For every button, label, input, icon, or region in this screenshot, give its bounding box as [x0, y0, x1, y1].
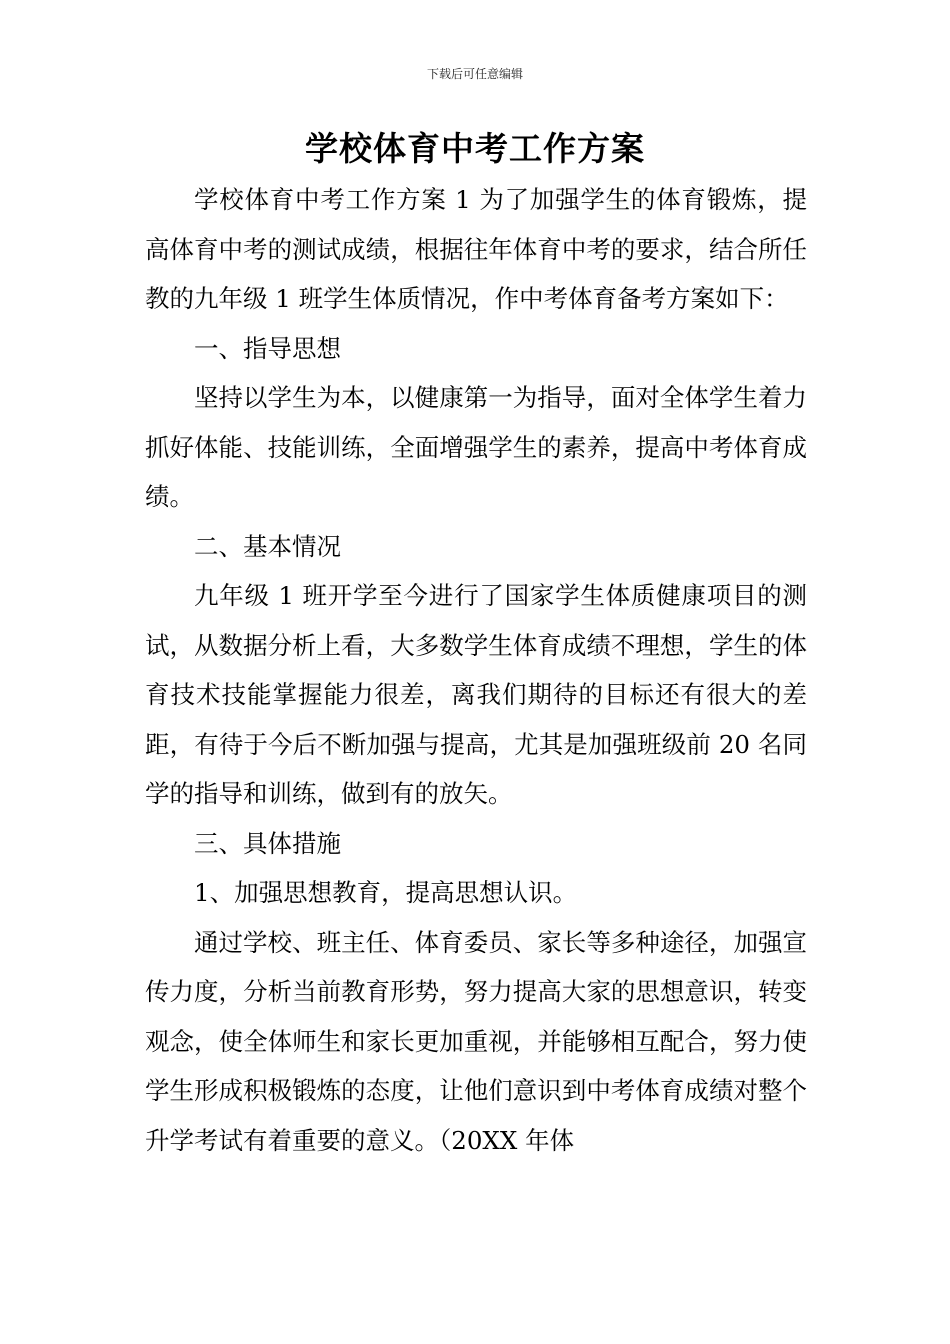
paragraph-basic-situation: 九年级 1 班开学至今进行了国家学生体质健康项目的测试，从数据分析上看，大多数学生体育成绩不理想，学生的体育技术技能掌握能力很差，离我们期待的目标还有很大的差距，有待于今后不断加强与提高，尤其是加强班级前 20 名同学的指导和训练，做到有的放矢。 [145, 581, 807, 808]
header-note: 下载后可任意编辑 [426, 67, 523, 81]
heading-basic-situation: 二、基本情况 [194, 531, 341, 561]
document-title: 学校体育中考工作方案 [305, 129, 645, 168]
heading-specific-measures: 三、具体措施 [194, 828, 341, 858]
paragraph-intro: 学校体育中考工作方案 1 为了加强学生的体育锻炼，提高体育中考的测试成绩，根据往年体育中考的要求，结合所任教的九年级 1 班学生体质情况，作中考体育备考方案如下： [145, 185, 807, 313]
document-body [145, 175, 807, 1165]
paragraph-ideological-education: 通过学校、班主任、体育委员、家长等多种途径，加强宣传力度，分析当前教育形势，努力提高大家的思想意识，转变观念，使全体师生和家长更加重视，并能够相互配合，努力使学生形成积极锻炼的态度，让他们意识到中考体育成绩对整个升学考试有着重要的意义。（20XX 年体 [145, 927, 807, 1155]
subheading-ideological-education: 1、加强思想教育，提高思想认识。 [194, 878, 578, 907]
heading-guiding-ideology: 一、指导思想 [194, 333, 341, 363]
paragraph-guiding-ideology: 坚持以学生为本，以健康第一为指导，面对全体学生着力抓好体能、技能训练，全面增强学生的素养，提高中考体育成绩。 [145, 383, 807, 511]
